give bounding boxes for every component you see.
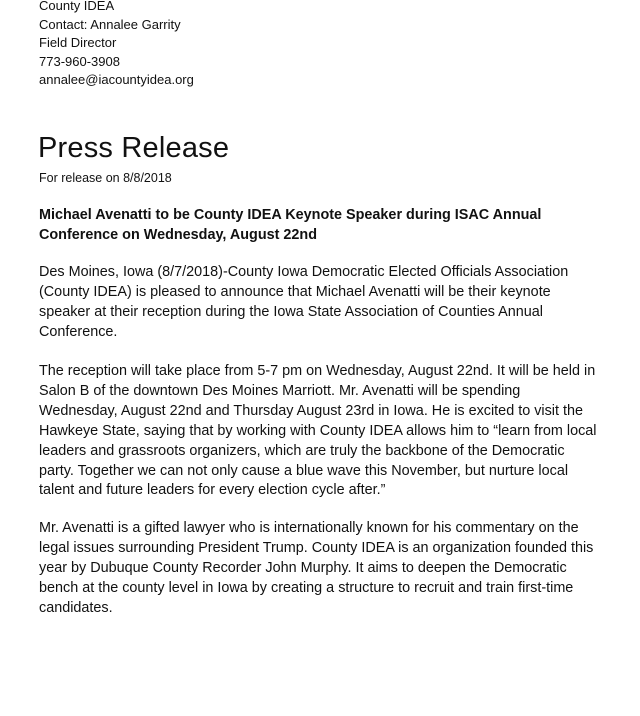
paragraph-line: The reception will take place from 5-7 pm on Wednesday, August 22nd. It will be held in <box>39 363 596 379</box>
paragraph-line: Mr. Avenatti is a gifted lawyer who is internationally known for his commentary on the <box>39 520 579 536</box>
organization-name: County IDEA <box>39 0 115 13</box>
release-date: For release on 8/8/2018 <box>39 171 172 185</box>
paragraph-line: Hawkeye State, saying that by working with County IDEA allows him to “learn from local <box>39 422 597 439</box>
body-paragraph <box>39 263 605 343</box>
body-paragraph <box>39 519 605 619</box>
paragraph-line: candidates. <box>39 599 113 616</box>
paragraph-line: talent and future leaders for every election cycle after.” <box>39 482 386 499</box>
contact-person: Contact: Annalee Garrity <box>39 16 181 32</box>
paragraph-line: Salon B of the downtown Des Moines Marriott. Mr. Avenatti will be spending <box>39 382 521 399</box>
paragraph-line: Des Moines, Iowa (8/7/2018)-County Iowa Democratic Elected Officials Association <box>39 264 569 280</box>
paragraph-line: year by Dubuque County Recorder John Murphy. It aims to deepen the Democratic <box>39 559 567 576</box>
paragraph-line: bench at the county level in Iowa by creating a structure to recruit and train first-time <box>39 579 574 596</box>
paragraph-line: Conference. <box>39 323 118 340</box>
paragraph-line: party. Together we can not only cause a blue wave this November, but nurture local <box>39 462 569 479</box>
paragraph-line: leaders and grassroots organizers, which are truly the backbone of the Democratic <box>39 442 565 459</box>
contact-block <box>39 0 194 90</box>
headline-line: Michael Avenatti to be County IDEA Keynote Speaker during ISAC Annual <box>39 207 542 223</box>
paragraph-line: legal issues surrounding President Trump. County IDEA is an organization founded this <box>39 539 594 556</box>
contact-role: Field Director <box>39 35 117 51</box>
headline <box>39 205 599 245</box>
page-title: Press Release <box>38 132 230 164</box>
body-paragraph <box>39 362 605 501</box>
headline-line: Conference on Wednesday, August 22nd <box>39 227 317 243</box>
paragraph-line: speaker at their reception during the Iowa State Association of Counties Annual <box>39 303 543 320</box>
contact-phone: 773-960-3908 <box>39 53 120 69</box>
paragraph-line: Wednesday, August 22nd and Thursday August 23rd in Iowa. He is excited to visit the <box>39 402 583 419</box>
paragraph-line: (County IDEA) is pleased to announce that Michael Avenatti will be their keynote <box>39 283 551 300</box>
contact-email: annalee@iacountyidea.org <box>39 72 194 88</box>
